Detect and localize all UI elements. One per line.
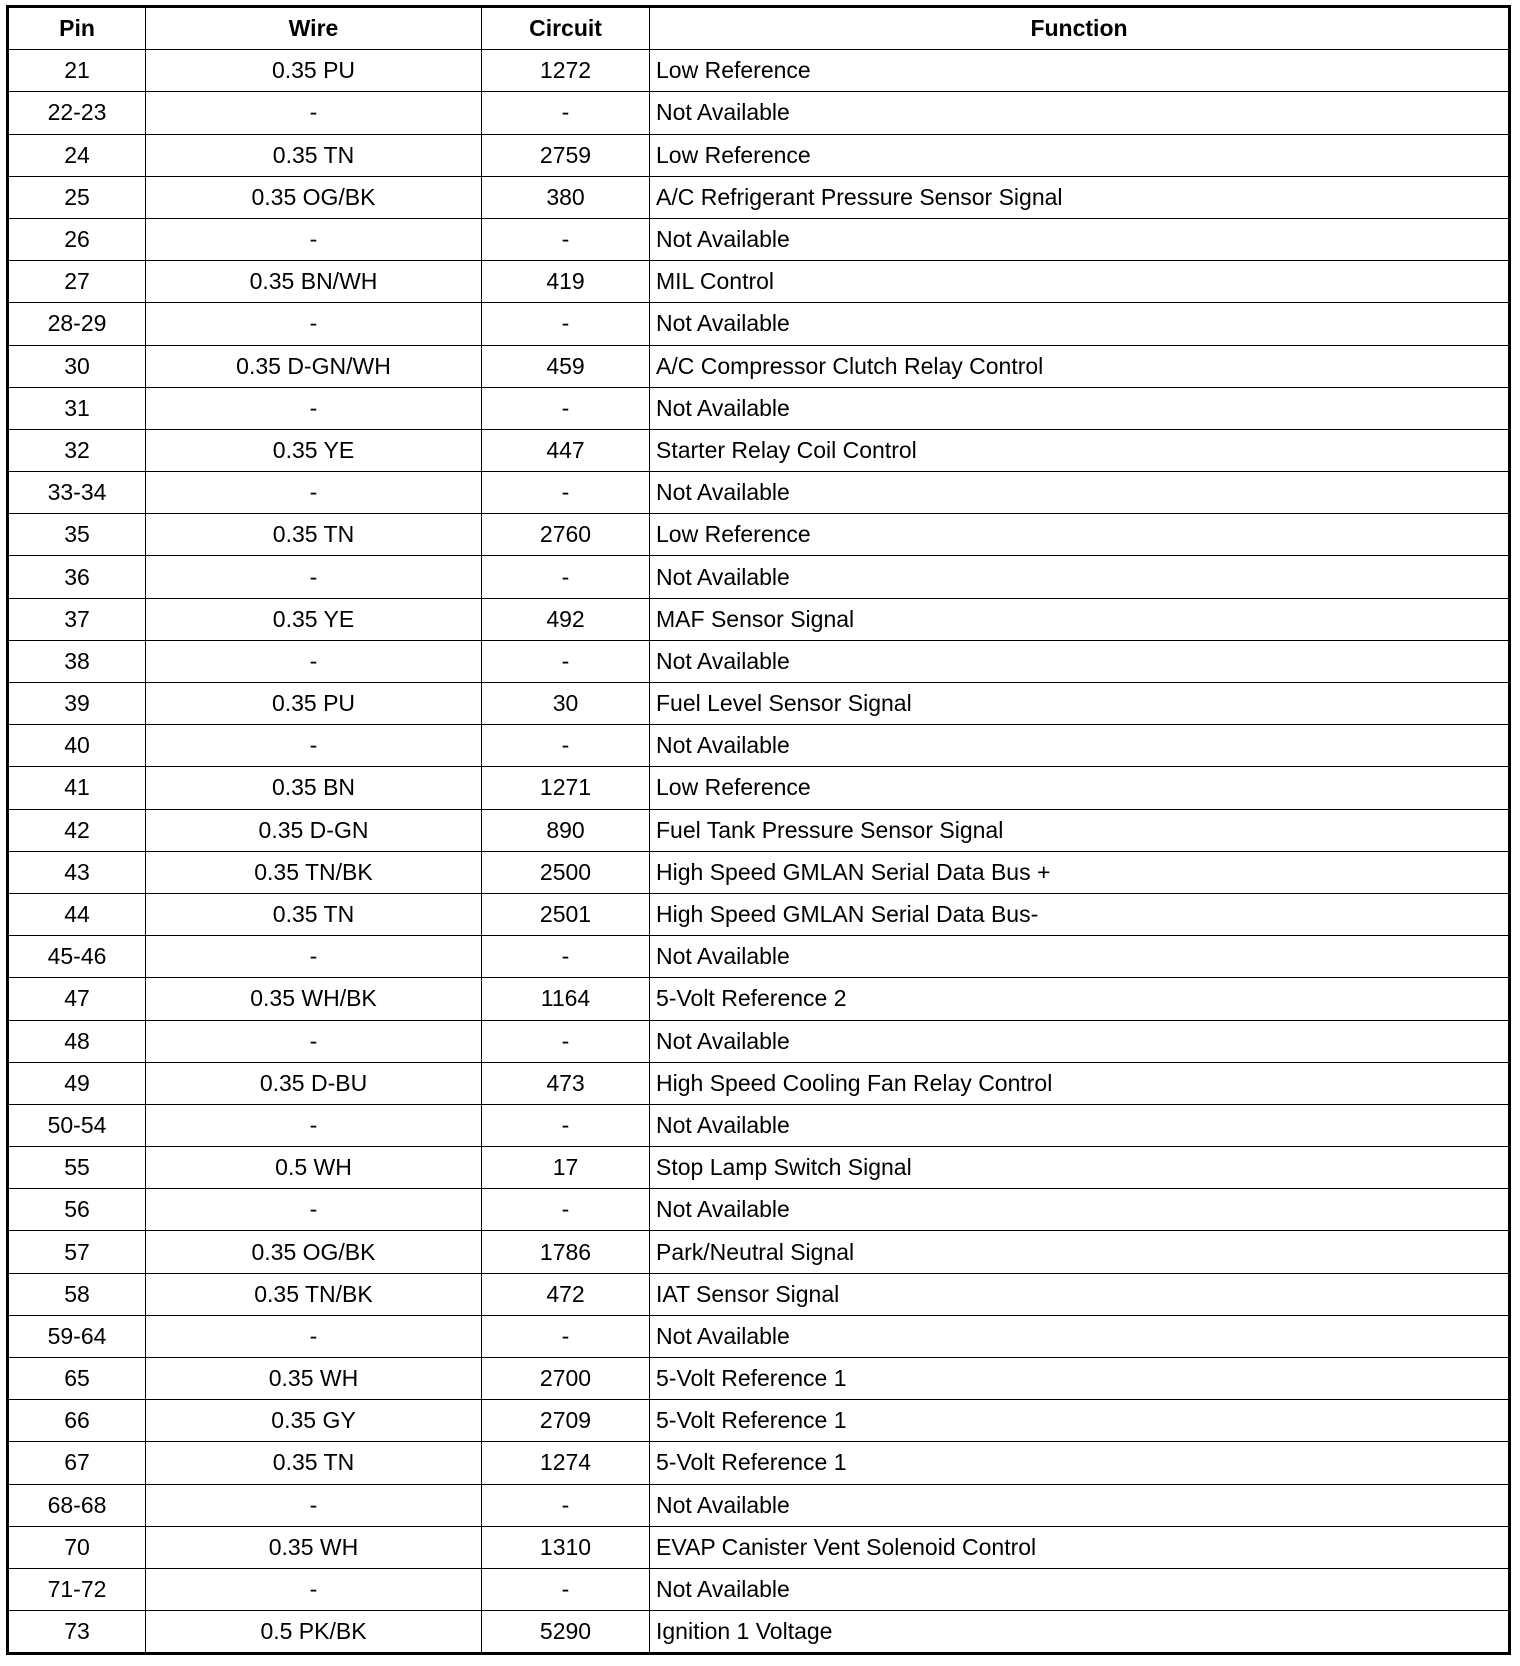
function-cell: Not Available xyxy=(650,640,1510,682)
pin-cell: 41 xyxy=(8,767,146,809)
wire-cell: 0.35 BN/WH xyxy=(146,261,482,303)
circuit-cell: - xyxy=(482,640,650,682)
table-row xyxy=(8,556,1510,598)
wire-cell: 0.35 TN/BK xyxy=(146,851,482,893)
wire-cell: - xyxy=(146,640,482,682)
wire-cell: 0.35 PU xyxy=(146,50,482,92)
circuit-cell: 890 xyxy=(482,809,650,851)
function-cell: Not Available xyxy=(650,218,1510,260)
circuit-cell: - xyxy=(482,472,650,514)
table-row xyxy=(8,640,1510,682)
function-cell: 5-Volt Reference 1 xyxy=(650,1400,1510,1442)
pin-cell: 36 xyxy=(8,556,146,598)
pin-cell: 73 xyxy=(8,1611,146,1654)
wire-cell: - xyxy=(146,556,482,598)
circuit-cell: 2500 xyxy=(482,851,650,893)
wire-cell: - xyxy=(146,1568,482,1610)
pin-cell: 55 xyxy=(8,1147,146,1189)
circuit-cell: 419 xyxy=(482,261,650,303)
wire-cell: - xyxy=(146,725,482,767)
function-cell: High Speed GMLAN Serial Data Bus- xyxy=(650,893,1510,935)
circuit-cell: 1164 xyxy=(482,978,650,1020)
circuit-cell: 459 xyxy=(482,345,650,387)
function-cell: Starter Relay Coil Control xyxy=(650,429,1510,471)
wire-cell: 0.35 BN xyxy=(146,767,482,809)
circuit-cell: - xyxy=(482,1315,650,1357)
pin-cell: 57 xyxy=(8,1231,146,1273)
header-row xyxy=(8,7,1510,50)
wire-cell: 0.35 OG/BK xyxy=(146,176,482,218)
function-cell: Ignition 1 Voltage xyxy=(650,1611,1510,1654)
wire-cell: - xyxy=(146,218,482,260)
table-row xyxy=(8,1273,1510,1315)
circuit-cell: 2759 xyxy=(482,134,650,176)
table-row xyxy=(8,1568,1510,1610)
wire-cell: 0.35 TN xyxy=(146,514,482,556)
function-cell: Not Available xyxy=(650,1104,1510,1146)
table-row xyxy=(8,851,1510,893)
wire-cell: 0.35 TN/BK xyxy=(146,1273,482,1315)
pin-cell: 68-68 xyxy=(8,1484,146,1526)
function-cell: Park/Neutral Signal xyxy=(650,1231,1510,1273)
function-cell: EVAP Canister Vent Solenoid Control xyxy=(650,1526,1510,1568)
function-cell: Low Reference xyxy=(650,50,1510,92)
table-header xyxy=(8,7,1510,50)
pin-cell: 43 xyxy=(8,851,146,893)
wire-cell: - xyxy=(146,92,482,134)
circuit-cell: 447 xyxy=(482,429,650,471)
circuit-cell: 492 xyxy=(482,598,650,640)
function-cell: A/C Compressor Clutch Relay Control xyxy=(650,345,1510,387)
function-cell: Not Available xyxy=(650,1020,1510,1062)
pin-cell: 70 xyxy=(8,1526,146,1568)
wire-cell: 0.35 TN xyxy=(146,134,482,176)
circuit-cell: 17 xyxy=(482,1147,650,1189)
circuit-cell: 2700 xyxy=(482,1358,650,1400)
circuit-cell: - xyxy=(482,92,650,134)
table-row xyxy=(8,767,1510,809)
function-cell: Not Available xyxy=(650,303,1510,345)
table-row xyxy=(8,1484,1510,1526)
table-row xyxy=(8,809,1510,851)
wire-cell: 0.35 D-BU xyxy=(146,1062,482,1104)
circuit-cell: - xyxy=(482,303,650,345)
circuit-cell: - xyxy=(482,218,650,260)
function-cell: Not Available xyxy=(650,387,1510,429)
wire-cell: 0.35 D-GN xyxy=(146,809,482,851)
table-row xyxy=(8,387,1510,429)
function-cell: Not Available xyxy=(650,1315,1510,1357)
function-cell: Not Available xyxy=(650,936,1510,978)
wire-cell: 0.35 OG/BK xyxy=(146,1231,482,1273)
pin-cell: 37 xyxy=(8,598,146,640)
table-row xyxy=(8,1020,1510,1062)
wire-cell: - xyxy=(146,387,482,429)
function-cell: IAT Sensor Signal xyxy=(650,1273,1510,1315)
wire-cell: 0.35 YE xyxy=(146,598,482,640)
pin-cell: 38 xyxy=(8,640,146,682)
function-cell: MAF Sensor Signal xyxy=(650,598,1510,640)
table-row xyxy=(8,1062,1510,1104)
table-body xyxy=(8,50,1510,1654)
function-cell: 5-Volt Reference 2 xyxy=(650,978,1510,1020)
circuit-cell: 5290 xyxy=(482,1611,650,1654)
wire-cell: 0.35 D-GN/WH xyxy=(146,345,482,387)
circuit-cell: - xyxy=(482,387,650,429)
pin-cell: 66 xyxy=(8,1400,146,1442)
wire-cell: - xyxy=(146,303,482,345)
function-cell: Low Reference xyxy=(650,767,1510,809)
function-cell: High Speed GMLAN Serial Data Bus + xyxy=(650,851,1510,893)
function-cell: Not Available xyxy=(650,472,1510,514)
function-cell: High Speed Cooling Fan Relay Control xyxy=(650,1062,1510,1104)
table-row xyxy=(8,1231,1510,1273)
function-cell: Not Available xyxy=(650,1189,1510,1231)
pin-cell: 25 xyxy=(8,176,146,218)
function-cell: 5-Volt Reference 1 xyxy=(650,1442,1510,1484)
table-row xyxy=(8,1189,1510,1231)
wire-cell: - xyxy=(146,1315,482,1357)
function-cell: Not Available xyxy=(650,92,1510,134)
circuit-cell: - xyxy=(482,1104,650,1146)
function-cell: Not Available xyxy=(650,1568,1510,1610)
connector-pinout-table xyxy=(6,5,1511,1655)
header-function: Function xyxy=(650,7,1510,50)
table-row xyxy=(8,1104,1510,1146)
function-cell: Fuel Tank Pressure Sensor Signal xyxy=(650,809,1510,851)
circuit-cell: - xyxy=(482,1020,650,1062)
wire-cell: 0.5 WH xyxy=(146,1147,482,1189)
circuit-cell: 2501 xyxy=(482,893,650,935)
circuit-cell: 1786 xyxy=(482,1231,650,1273)
wire-cell: - xyxy=(146,472,482,514)
circuit-cell: 1271 xyxy=(482,767,650,809)
wire-cell: - xyxy=(146,1104,482,1146)
pin-cell: 48 xyxy=(8,1020,146,1062)
table-row xyxy=(8,303,1510,345)
table-row xyxy=(8,429,1510,471)
table-row xyxy=(8,683,1510,725)
pin-cell: 22-23 xyxy=(8,92,146,134)
circuit-cell: 1272 xyxy=(482,50,650,92)
table-row xyxy=(8,218,1510,260)
wire-cell: 0.35 WH xyxy=(146,1526,482,1568)
table-row xyxy=(8,1315,1510,1357)
circuit-cell: 473 xyxy=(482,1062,650,1104)
wire-cell: 0.5 PK/BK xyxy=(146,1611,482,1654)
wire-cell: - xyxy=(146,1020,482,1062)
function-cell: A/C Refrigerant Pressure Sensor Signal xyxy=(650,176,1510,218)
table-row xyxy=(8,92,1510,134)
circuit-cell: 30 xyxy=(482,683,650,725)
table-row xyxy=(8,345,1510,387)
wire-cell: 0.35 YE xyxy=(146,429,482,471)
pin-cell: 58 xyxy=(8,1273,146,1315)
wire-cell: 0.35 WH xyxy=(146,1358,482,1400)
circuit-cell: 1274 xyxy=(482,1442,650,1484)
table-row xyxy=(8,261,1510,303)
circuit-cell: - xyxy=(482,556,650,598)
wire-cell: 0.35 TN xyxy=(146,1442,482,1484)
pin-cell: 30 xyxy=(8,345,146,387)
table-row xyxy=(8,472,1510,514)
circuit-cell: - xyxy=(482,1484,650,1526)
wire-cell: 0.35 TN xyxy=(146,893,482,935)
table-row xyxy=(8,936,1510,978)
wire-cell: 0.35 WH/BK xyxy=(146,978,482,1020)
pin-cell: 26 xyxy=(8,218,146,260)
table-row xyxy=(8,50,1510,92)
table-row xyxy=(8,1147,1510,1189)
function-cell: Stop Lamp Switch Signal xyxy=(650,1147,1510,1189)
wire-cell: - xyxy=(146,1189,482,1231)
table-row xyxy=(8,978,1510,1020)
wire-cell: 0.35 GY xyxy=(146,1400,482,1442)
function-cell: MIL Control xyxy=(650,261,1510,303)
table-row xyxy=(8,725,1510,767)
table-row xyxy=(8,598,1510,640)
pin-cell: 42 xyxy=(8,809,146,851)
wire-cell: - xyxy=(146,1484,482,1526)
pin-cell: 40 xyxy=(8,725,146,767)
function-cell: Low Reference xyxy=(650,134,1510,176)
pin-cell: 59-64 xyxy=(8,1315,146,1357)
table-row xyxy=(8,1358,1510,1400)
function-cell: Not Available xyxy=(650,556,1510,598)
circuit-cell: 1310 xyxy=(482,1526,650,1568)
circuit-cell: - xyxy=(482,1568,650,1610)
pin-cell: 50-54 xyxy=(8,1104,146,1146)
function-cell: Not Available xyxy=(650,1484,1510,1526)
header-pin: Pin xyxy=(8,7,146,50)
circuit-cell: 380 xyxy=(482,176,650,218)
circuit-cell: 2760 xyxy=(482,514,650,556)
table-row xyxy=(8,514,1510,556)
pin-cell: 47 xyxy=(8,978,146,1020)
pin-cell: 21 xyxy=(8,50,146,92)
pin-cell: 44 xyxy=(8,893,146,935)
circuit-cell: - xyxy=(482,725,650,767)
pin-cell: 28-29 xyxy=(8,303,146,345)
pin-cell: 56 xyxy=(8,1189,146,1231)
circuit-cell: - xyxy=(482,936,650,978)
table-row xyxy=(8,1611,1510,1654)
pin-cell: 35 xyxy=(8,514,146,556)
table-row xyxy=(8,893,1510,935)
wire-cell: - xyxy=(146,936,482,978)
wire-cell: 0.35 PU xyxy=(146,683,482,725)
pin-cell: 33-34 xyxy=(8,472,146,514)
function-cell: Low Reference xyxy=(650,514,1510,556)
pin-cell: 24 xyxy=(8,134,146,176)
pin-cell: 39 xyxy=(8,683,146,725)
circuit-cell: 472 xyxy=(482,1273,650,1315)
pin-cell: 45-46 xyxy=(8,936,146,978)
pin-cell: 71-72 xyxy=(8,1568,146,1610)
table-row xyxy=(8,134,1510,176)
table-row xyxy=(8,1400,1510,1442)
circuit-cell: 2709 xyxy=(482,1400,650,1442)
pin-cell: 49 xyxy=(8,1062,146,1104)
table-row xyxy=(8,176,1510,218)
pin-cell: 32 xyxy=(8,429,146,471)
table-row xyxy=(8,1442,1510,1484)
function-cell: 5-Volt Reference 1 xyxy=(650,1358,1510,1400)
table-row xyxy=(8,1526,1510,1568)
function-cell: Not Available xyxy=(650,725,1510,767)
header-wire: Wire xyxy=(146,7,482,50)
header-circuit: Circuit xyxy=(482,7,650,50)
function-cell: Fuel Level Sensor Signal xyxy=(650,683,1510,725)
circuit-cell: - xyxy=(482,1189,650,1231)
pin-cell: 65 xyxy=(8,1358,146,1400)
pin-cell: 67 xyxy=(8,1442,146,1484)
pin-cell: 27 xyxy=(8,261,146,303)
pin-cell: 31 xyxy=(8,387,146,429)
